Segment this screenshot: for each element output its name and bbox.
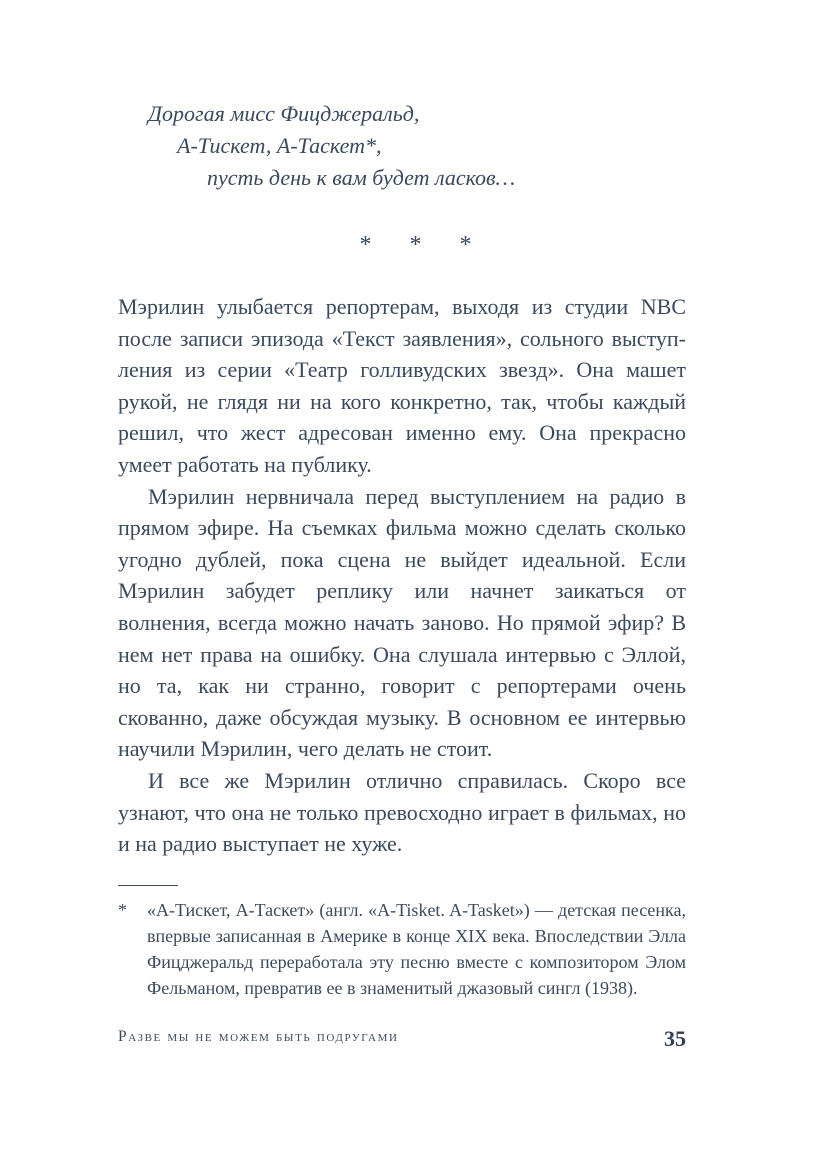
running-title: Разве мы не можем быть подругами — [118, 1028, 399, 1045]
footnote-text: «А-Тискет, А-Таскет» (англ. «A-Tisket. A-Tasket») — детская песенка, впервые записанная в Америке в конце XIX века. Впоследствии Элла Фицджеральд переработала эту песню вместе с композитором Элом Фельманом, превратив ее в знаменитый джазовый сингл (1938). — [147, 900, 686, 998]
footnote-mark: * — [118, 900, 127, 920]
paragraph-1: Мэрилин улыбается репортерам, выходя из студии NBC после записи эпизода «Текст заявления», сольного выступления из серии «Театр голливудских звезд». Она машет рукой, не глядя ни на кого конкретно, так, чтобы каждый решил, что жест адресован именно ему. Она прекрасно умеет работать на публику. — [118, 294, 686, 477]
body-text — [118, 291, 686, 860]
paragraph-3: И все же Мэрилин отлично справилась. Скоро все узнают, что она не только превосходно играет в фильмах, но и на радио выступает не хуже. — [118, 767, 686, 857]
paragraph-2: Мэрилин нервничала перед выступлением на радио в прямом эфире. На съемках фильма можно сделать сколько угодно дублей, пока сцена не выйдет идеальной. Если Мэрилин забудет реплику или начнет заикаться от волнения, всегда можно начать заново. Но прямой эфир? В нем нет права на ошибку. Она слушала интервью с Эллой, но та, как ни странно, говорит с репортерами очень скованно, даже обсуждая музыку. В основном ее интервью научили Мэрилин, чего делать не стоит. — [118, 483, 686, 762]
epigraph-line-1: Дорогая мисс Фицджеральд, — [148, 101, 420, 126]
footnote-divider — [118, 885, 178, 886]
footnote — [118, 897, 686, 1001]
epigraph — [148, 98, 708, 194]
page-number: 35 — [664, 1026, 686, 1051]
epigraph-line-3: пусть день к вам будет ласков… — [207, 165, 516, 190]
epigraph-line-2: А-Тискет, А-Таскет*, — [177, 133, 382, 158]
section-separator: * * * — [359, 232, 488, 258]
